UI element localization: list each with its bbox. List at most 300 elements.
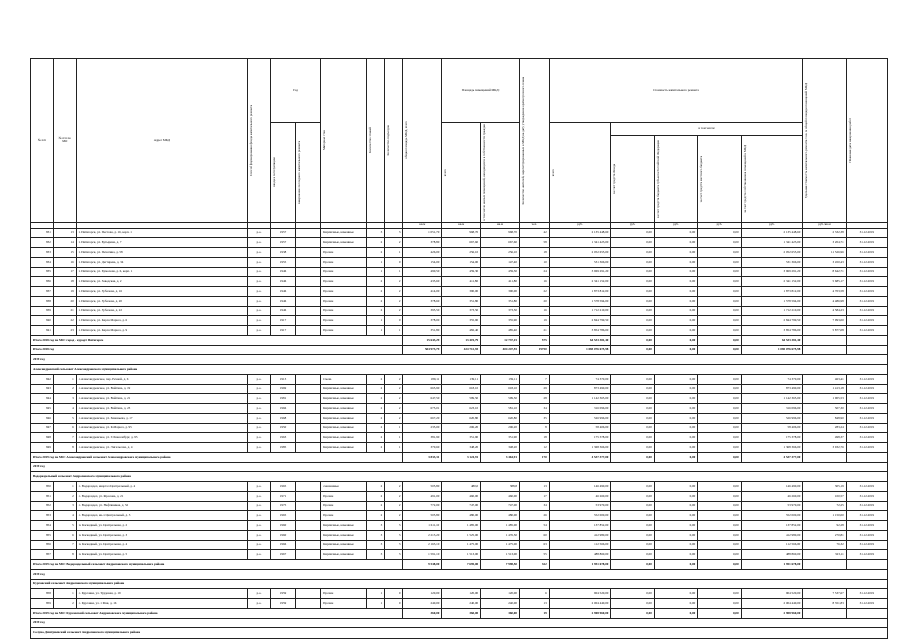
repair-plan-table xyxy=(30,58,888,639)
table-cell xyxy=(296,511,321,521)
table-cell: 0,00 xyxy=(654,238,697,248)
total-cell: 19 xyxy=(519,608,549,618)
table-cell: 351,80 xyxy=(442,296,481,306)
table-cell: с.Александровское, ул. Г.Люксембург, д. 95 xyxy=(76,433,247,443)
table-cell: 848 xyxy=(31,433,54,443)
table-cell: 1 xyxy=(366,326,384,336)
total-cell: 1 951 678,00 xyxy=(549,560,611,570)
table-cell: 1 xyxy=(53,589,76,599)
total-cell: 64 533 381,40 xyxy=(741,335,803,345)
table-cell xyxy=(296,521,321,531)
total-cell xyxy=(803,452,846,462)
table-cell: 2 xyxy=(366,384,384,394)
table-cell: 351,80 xyxy=(403,326,442,336)
total-cell: 4 537 377,00 xyxy=(549,452,611,462)
header-unit-cost: Удельная стоимость капитального ремонта 1 кв. м общей площади помещений МКД xyxy=(803,59,846,223)
table-cell: 968,70 xyxy=(442,228,481,238)
total-cell: 7 695,00 xyxy=(442,560,481,570)
table-cell: г. Пятигорск, ул. Бутырина, д. 7 xyxy=(76,238,247,248)
table-cell: 175 378,00 xyxy=(549,433,611,443)
table-cell: 351,90 xyxy=(481,433,520,443)
table-cell xyxy=(296,316,321,326)
table-cell xyxy=(296,248,321,258)
table-cell: 15 xyxy=(53,248,76,258)
table-cell: 1 xyxy=(366,589,384,599)
table-cell: 0,00 xyxy=(654,257,697,267)
table-cell: р.о. xyxy=(248,296,271,306)
table-cell: 3 932,76 xyxy=(803,443,846,453)
table-cell: 0 xyxy=(385,599,403,609)
table-cell: 531 366,00 xyxy=(741,257,803,267)
total-cell xyxy=(803,345,846,355)
table-cell: 120,00 xyxy=(442,589,481,599)
table-cell: п. Каскадный, ул. Центральная, д. 3 xyxy=(76,530,247,540)
table-row xyxy=(31,248,888,258)
table-cell: 460,00 xyxy=(442,491,481,501)
table-cell: 747,00 xyxy=(481,501,520,511)
total-cell: 0,00 xyxy=(654,335,697,345)
unit-cell: кв.м xyxy=(481,222,520,228)
table-cell: 1 341 423,00 xyxy=(741,238,803,248)
header-floors: Количество этажей xyxy=(366,59,384,223)
table-cell: 1 578 594,00 xyxy=(549,296,611,306)
table-cell: 0,00 xyxy=(611,248,654,258)
table-cell: 0,00 xyxy=(654,326,697,336)
table-row xyxy=(31,228,888,238)
table-cell: 4 584,23 xyxy=(803,306,846,316)
table-cell xyxy=(296,384,321,394)
table-cell: 1968 xyxy=(270,413,295,423)
section-label: 2019 год xyxy=(31,462,888,472)
table-row xyxy=(31,521,888,531)
table-cell: г. Пятигорск, ул. Пехотина, д. 58 xyxy=(76,248,247,258)
table-cell: р.о. xyxy=(248,374,271,384)
total-cell: 0,00 xyxy=(698,608,741,618)
total-cell: 360,00 xyxy=(442,608,481,618)
table-cell: 460,00 xyxy=(481,491,520,501)
table-cell: 507,30 xyxy=(803,404,846,414)
table-cell: р.о. xyxy=(248,540,271,550)
table-cell: 2 xyxy=(385,482,403,492)
header-address: Адрес МКД xyxy=(76,59,247,223)
table-cell: 411,80 xyxy=(481,277,520,287)
table-cell: 3 xyxy=(385,530,403,540)
table-cell: 3 xyxy=(385,521,403,531)
table-cell: 599,50 xyxy=(481,394,520,404)
table-cell: 316 096,00 xyxy=(549,404,611,414)
table-cell: р.о. xyxy=(248,384,271,394)
table-row xyxy=(31,550,888,560)
table-row xyxy=(31,501,888,511)
table-cell: г. Пятигорск, ул. Зубалова, д. 20 xyxy=(76,296,247,306)
table-cell xyxy=(296,267,321,277)
total-cell: 404 247,55 xyxy=(481,345,520,355)
total-cell: 0,00 xyxy=(611,345,654,355)
table-cell: 831 xyxy=(31,228,54,238)
table-cell: Прочие xyxy=(321,316,367,326)
table-cell: 2 xyxy=(385,277,403,287)
table-row xyxy=(31,306,888,316)
table-cell: 0,00 xyxy=(698,238,741,248)
total-row xyxy=(31,335,888,345)
table-cell: 0,00 xyxy=(654,491,697,501)
unit-cell: руб. xyxy=(654,222,697,228)
table-cell: 531 366,00 xyxy=(549,257,611,267)
table-cell: 270,81 xyxy=(803,530,846,540)
table-cell xyxy=(296,550,321,560)
table-cell: 63 xyxy=(519,540,549,550)
table-cell: 1 xyxy=(385,326,403,336)
table-cell: 1969 xyxy=(270,384,295,394)
table-cell: 46 260,00 xyxy=(549,491,611,501)
table-cell: с. Водораздел, ул. Фролова, д. 21 xyxy=(76,491,247,501)
table-cell: Прочие xyxy=(321,501,367,511)
table-cell: 17 xyxy=(519,491,549,501)
table-cell: 139,11 xyxy=(442,374,481,384)
table-cell xyxy=(296,228,321,238)
table-cell: 256,10 xyxy=(442,248,481,258)
table-cell: 2 135 448,60 xyxy=(549,228,611,238)
table-cell: 13 xyxy=(519,599,549,609)
total-cell: 360,00 xyxy=(481,608,520,618)
table-cell: 373,50 xyxy=(442,306,481,316)
table-cell: 833 xyxy=(31,248,54,258)
table-cell: 0,00 xyxy=(611,277,654,287)
table-cell: 1 368 366,00 xyxy=(741,443,803,453)
table-cell: 0,00 xyxy=(698,326,741,336)
total-cell: 2 908 960,00 xyxy=(549,608,611,618)
table-cell: г. Пятигорск, ул. Карла Маркса, д. 9 xyxy=(76,326,247,336)
table-row xyxy=(31,530,888,540)
table-cell: 490,50 xyxy=(403,267,442,277)
table-cell: 0,00 xyxy=(698,433,741,443)
table-cell: 2 213,20 xyxy=(403,530,442,540)
table-cell: 112 566,00 xyxy=(549,540,611,550)
table-cell: 58 406,00 xyxy=(741,423,803,433)
table-cell: 0,00 xyxy=(654,433,697,443)
table-cell: р.о. xyxy=(248,491,271,501)
total-cell: 0,00 xyxy=(654,560,697,570)
header-deadline: Плановая дата завершения работ xyxy=(846,59,887,223)
table-cell: 1966 xyxy=(270,404,295,414)
total-cell: 0,00 xyxy=(698,560,741,570)
table-cell: 1946 xyxy=(270,306,295,316)
table-cell: 1 611,10 xyxy=(403,521,442,531)
header-year-built: ввода в эксплуатацию xyxy=(270,123,295,223)
table-cell: Прочие xyxy=(321,306,367,316)
table-row xyxy=(31,296,888,306)
table-cell: 0,00 xyxy=(611,306,654,316)
table-cell: 0,00 xyxy=(698,521,741,531)
table-body xyxy=(31,228,888,638)
table-cell xyxy=(296,287,321,297)
table-cell: 1975 xyxy=(270,501,295,511)
table-cell: 240,00 xyxy=(403,599,442,609)
total-label: Итого 2019 год по МО: Курсавский сельсовет Андроповского муниципального района xyxy=(31,608,403,618)
table-cell: 5 xyxy=(53,521,76,531)
header-owners: за счет средств собственников помещений в МКД xyxy=(741,135,803,222)
table-cell: 0,00 xyxy=(654,267,697,277)
table-cell: 0,00 xyxy=(654,443,697,453)
table-cell: 1 xyxy=(366,257,384,267)
table-cell: 0,00 xyxy=(654,384,697,394)
table-cell: Кирпичные, каменные xyxy=(321,443,367,453)
table-cell: 2 xyxy=(366,248,384,258)
table-cell xyxy=(296,413,321,423)
table-cell: 7 537,67 xyxy=(803,589,846,599)
table-cell: 0,00 xyxy=(698,550,741,560)
table-cell: г. Пятигорск, ул. Дегтярева, д. 34 xyxy=(76,257,247,267)
total-cell: 504 973,79 xyxy=(403,345,442,355)
table-cell: 411,80 xyxy=(442,277,481,287)
table-cell: 23 xyxy=(53,326,76,336)
table-cell: 581,10 xyxy=(481,404,520,414)
table-cell: 0,00 xyxy=(611,491,654,501)
table-cell: р.о. xyxy=(248,501,271,511)
table-cell: 21 xyxy=(519,326,549,336)
total-cell xyxy=(846,345,887,355)
table-cell: 5 xyxy=(53,413,76,423)
header-federal: за счет средств бюджета субъекта Российской Федерации xyxy=(654,135,697,222)
table-cell: 0,00 xyxy=(611,296,654,306)
table-cell: 667,20 xyxy=(403,413,442,423)
table-cell: р.о. xyxy=(248,521,271,531)
table-cell xyxy=(296,277,321,287)
table-cell: 747,00 xyxy=(442,501,481,511)
table-cell: 853 xyxy=(31,511,54,521)
table-cell: 370,60 xyxy=(403,443,442,453)
section-label: 2019 год xyxy=(31,355,888,365)
table-cell: 7 xyxy=(519,374,549,384)
table-cell: 11 526,96 xyxy=(803,248,846,258)
table-cell: 2 xyxy=(385,394,403,404)
table-cell: 5 877,08 xyxy=(803,326,846,336)
table-cell: 0,00 xyxy=(611,550,654,560)
table-row xyxy=(31,316,888,326)
table-cell: 1957 xyxy=(270,228,295,238)
table-cell: 2 xyxy=(366,277,384,287)
table-row xyxy=(31,599,888,609)
section-label: Александровский сельсовет Александровского муниципального района xyxy=(31,365,888,375)
table-cell: 837 xyxy=(31,287,54,297)
table-cell: 31.12.2019 xyxy=(846,374,887,384)
table-cell: р.о. xyxy=(248,306,271,316)
table-cell: 0,00 xyxy=(654,589,697,599)
table-cell: 852 xyxy=(31,501,54,511)
table-cell: 435,60 xyxy=(403,277,442,287)
table-cell: 1 xyxy=(385,443,403,453)
table-cell: 390,00 xyxy=(442,287,481,297)
table-cell: 31.12.2019 xyxy=(846,530,887,540)
table-cell xyxy=(296,540,321,550)
table-cell: 2 xyxy=(385,511,403,521)
table-cell: 856 xyxy=(31,540,54,550)
table-cell xyxy=(296,501,321,511)
table-cell: р.о. xyxy=(248,228,271,238)
table-cell: 31.12.2019 xyxy=(846,482,887,492)
table-cell: 92,28 xyxy=(803,521,846,531)
table-cell: 0,00 xyxy=(611,267,654,277)
section-row xyxy=(31,365,888,375)
header-residents: Количество жителей, зарегистрированных в МКД на дату утверждения краткосрочного плана xyxy=(519,59,549,223)
table-cell: 1946 xyxy=(270,267,295,277)
table-cell: с.Александровское, ул. К.Маркса, д. 95 xyxy=(76,423,247,433)
table-cell: 498,37 xyxy=(803,433,846,443)
table-cell: с. Водораздел, ул. Нефтяников, д. 52 xyxy=(76,501,247,511)
table-cell: 0,00 xyxy=(654,423,697,433)
table-cell xyxy=(296,394,321,404)
table-cell: с. Курсавка, ул. Трудовая, д. 19 xyxy=(76,589,247,599)
table-cell: 491,00 xyxy=(403,491,442,501)
unit-cell: кв.м xyxy=(442,222,481,228)
section-row xyxy=(31,628,888,638)
table-cell: 31.12.2019 xyxy=(846,267,887,277)
table-cell: 2 xyxy=(385,404,403,414)
table-cell: 154,00 xyxy=(403,257,442,267)
table-cell: 488 860,00 xyxy=(549,550,611,560)
section-row xyxy=(31,472,888,482)
table-cell: Прочие xyxy=(321,287,367,297)
table-cell: 0,00 xyxy=(654,296,697,306)
table-cell: 1 xyxy=(366,316,384,326)
table-cell: 0,00 xyxy=(698,443,741,453)
table-cell: 1 341 423,00 xyxy=(549,238,611,248)
table-cell: 3 xyxy=(53,394,76,404)
header-entrances: Количество подъездов xyxy=(385,59,403,223)
table-cell: Кирпичные, каменные xyxy=(321,228,367,238)
table-cell: 772,00 xyxy=(403,501,442,511)
table-cell: 12 xyxy=(519,443,549,453)
table-cell: 1 xyxy=(366,599,384,609)
table-cell: 0,00 xyxy=(611,443,654,453)
table-cell: Прочие xyxy=(321,267,367,277)
table-cell: 26 xyxy=(519,511,549,521)
table-cell: 8 642,71 xyxy=(803,267,846,277)
total-cell: 0,00 xyxy=(698,345,741,355)
total-cell xyxy=(803,608,846,618)
table-cell: 0,00 xyxy=(698,306,741,316)
table-cell: 0,00 xyxy=(698,482,741,492)
table-cell: 316 096,00 xyxy=(741,404,803,414)
table-cell: 28 xyxy=(519,394,549,404)
table-cell: 76,32 xyxy=(803,540,846,550)
table-cell: 1 xyxy=(385,267,403,277)
table-cell: р.о. xyxy=(248,404,271,414)
table-cell: 0,00 xyxy=(698,491,741,501)
total-label: Итого 2019 год по МО: Водораздельный сельсовет Андроповского муниципального района xyxy=(31,560,403,570)
table-cell: 2 052 655,00 xyxy=(741,248,803,258)
table-cell: 2 844 799,50 xyxy=(549,316,611,326)
table-cell: р.о. xyxy=(248,550,271,560)
table-cell: 1985 xyxy=(270,443,295,453)
table-cell xyxy=(296,306,321,316)
table-cell: 1 368 366,00 xyxy=(549,443,611,453)
table-cell: 1 xyxy=(385,423,403,433)
table-cell: 839 xyxy=(31,306,54,316)
table-cell: 20 xyxy=(53,296,76,306)
table-cell: 505,80 xyxy=(403,511,442,521)
table-cell: 2 xyxy=(385,287,403,297)
table-row xyxy=(31,413,888,423)
table-cell: 381,90 xyxy=(403,433,442,443)
table-cell: 623,10 xyxy=(442,404,481,414)
table-cell: 206,20 xyxy=(442,423,481,433)
table-cell: 395,50 xyxy=(403,306,442,316)
table-cell: 844 xyxy=(31,394,54,404)
total-cell: 360,00 xyxy=(403,608,442,618)
table-cell: 0,00 xyxy=(698,404,741,414)
table-cell: 618,10 xyxy=(481,384,520,394)
table-cell: 505,80 xyxy=(403,482,442,492)
total-cell: 0,00 xyxy=(611,608,654,618)
table-cell: 7 xyxy=(53,433,76,443)
table-cell: 0,00 xyxy=(698,599,741,609)
table-cell: 0,00 xyxy=(611,384,654,394)
table-cell: 120,00 xyxy=(403,589,442,599)
table-row xyxy=(31,287,888,297)
table-cell: р.о. xyxy=(248,443,271,453)
table-cell: р.о. xyxy=(248,423,271,433)
table-cell: 0,00 xyxy=(611,257,654,267)
table-cell: 4 703,58 xyxy=(803,287,846,297)
total-cell: 170 xyxy=(519,452,549,462)
total-label: Итого 2018 год xyxy=(31,345,403,355)
table-row xyxy=(31,257,888,267)
table-cell: 848,90 xyxy=(803,413,846,423)
table-cell: 0,00 xyxy=(698,530,741,540)
table-cell: 42 xyxy=(519,228,549,238)
table-cell: 18 xyxy=(519,248,549,258)
table-cell: 1950 xyxy=(270,423,295,433)
total-cell xyxy=(803,335,846,345)
table-cell: 459,30 xyxy=(442,267,481,277)
table-cell: 1971 xyxy=(270,491,295,501)
table-cell: 8 xyxy=(519,423,549,433)
table-cell: 1 873 812,00 xyxy=(549,287,611,297)
header-fund-method: Способ формирования фонда капитального ремонта xyxy=(248,59,271,223)
table-cell: р.о. xyxy=(248,316,271,326)
table-cell: 189,11 xyxy=(403,374,442,384)
total-cell: 1 085 076 675,98 xyxy=(549,345,611,355)
table-cell: с.Александровское, пер. Речной, д. 6 xyxy=(76,374,247,384)
table-cell: 838 xyxy=(31,296,54,306)
table-cell: 2 xyxy=(366,374,384,384)
table-cell: 0,00 xyxy=(611,228,654,238)
table-cell: 4 486,98 xyxy=(803,296,846,306)
table-cell: 31.12.2019 xyxy=(846,257,887,267)
table-cell: 175 378,00 xyxy=(741,433,803,443)
unit-cell: чел. xyxy=(519,222,549,228)
table-cell: 836 xyxy=(31,277,54,287)
table-cell: 0,00 xyxy=(611,482,654,492)
table-cell: 842 xyxy=(31,374,54,384)
total-cell: 0,00 xyxy=(611,560,654,570)
table-cell: Прочие xyxy=(321,599,367,609)
table-cell: 24 xyxy=(519,267,549,277)
table-cell: 0,00 xyxy=(611,316,654,326)
table-cell: 847 xyxy=(31,423,54,433)
total-cell: 2 908 960,00 xyxy=(741,608,803,618)
table-cell: 139,11 xyxy=(481,374,520,384)
table-cell: 2 xyxy=(53,384,76,394)
table-cell: 1 485,00 xyxy=(481,521,520,531)
table-cell: 0,00 xyxy=(611,521,654,531)
table-cell: г. Пятигорск, ул. Зубалова, д. 22 xyxy=(76,306,247,316)
table-cell: 0,00 xyxy=(654,306,697,316)
table-cell: 1 513,00 xyxy=(442,550,481,560)
table-cell: 31.12.2019 xyxy=(846,433,887,443)
unit-cell: руб. xyxy=(611,222,654,228)
